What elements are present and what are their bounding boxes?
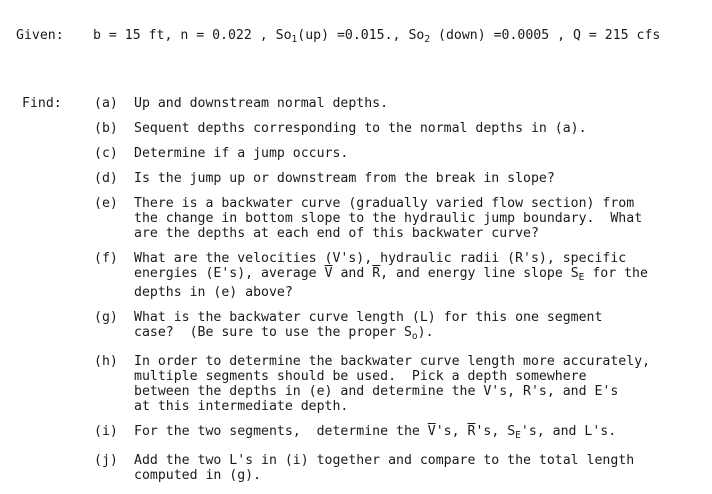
list-item-d: (d) Is the jump up or downstream from the break in slope? xyxy=(94,171,555,186)
list-item-f: (f) What are the velocities (V's), hydraulic radii (R's), specific energies (E's), average $\overline{V}$ and $\overline{R}$, and energy line slope $S_E$ for the depths in (e) above? xyxy=(94,251,648,300)
given-so2: $So_2$ (down) =0.0005 , xyxy=(408,28,566,45)
list-item-c: (c) Determine if a jump occurs. xyxy=(94,146,349,161)
list-item-j: (j) Add the two L's in (i) together and compare to the total length computed in (g). xyxy=(94,453,635,483)
given-values xyxy=(93,28,660,45)
find-list xyxy=(94,92,694,483)
list-item-h: (h) In order to determine the backwater curve length more accurately, multiple segments should be used. Pick a depth somewhere between the depths in (e) and determine the V's, R's, and E's at this intermediate depth. xyxy=(94,354,651,414)
given-n: n = 0.022 , xyxy=(180,28,268,43)
given-so1: $So_1(up) =0.015$., xyxy=(275,28,401,45)
given-b: b = 15 ft, xyxy=(93,28,173,43)
list-item-b: (b) Sequent depths corresponding to the normal depths in (a). xyxy=(94,121,587,136)
list-item-a: (a) Up and downstream normal depths. xyxy=(94,96,389,111)
given-label: Given: xyxy=(16,28,64,43)
list-item-g: (g) What is the backwater curve length (L) for this one segment case? (Be sure to use the proper $S_o$). xyxy=(94,310,603,342)
list-item-i: (i) For the two segments, determine the $\overline{V}'s$, $\overline{R}'s$, $S_E's$, and L's. xyxy=(94,424,617,441)
given-q: Q = 215 cfs xyxy=(573,28,661,43)
list-item-e: (e) There is a backwater curve (gradually varied flow section) from the change in bottom slope to the hydraulic jump boundary. What are the depths at each end of this backwater curve? xyxy=(94,196,643,241)
find-label: Find: xyxy=(22,96,62,111)
